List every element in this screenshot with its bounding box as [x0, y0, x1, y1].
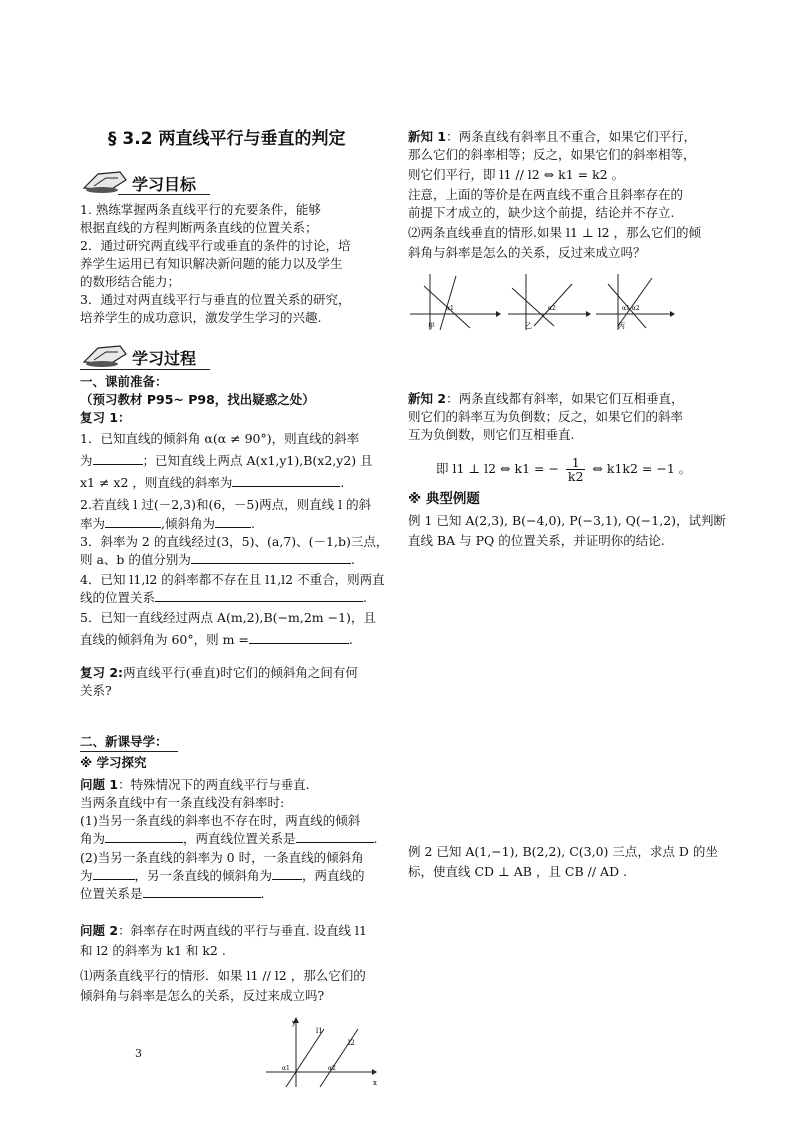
svg-text:l2: l2: [348, 1039, 355, 1047]
problem2-line: 倾斜角与斜率是怎么的关系，反过来成立吗?: [80, 988, 325, 1003]
problem1-line: 角为 ，两直线位置关系是 .: [80, 831, 378, 846]
q5-line: 直线的倾斜角为 60°，则 m = .: [80, 632, 353, 647]
q5-line: 5．已知一直线经过两点 A(m,2),B(−m,2m −1)，且: [80, 610, 376, 625]
q2-line: 率为 ,倾斜角为 .: [80, 516, 255, 531]
problem1-line: (2)当另一条直线的斜率为 0 时，一条直线的倾斜角: [80, 850, 364, 865]
q2-line: 2.若直线 l 过(－2,3)和(6，－5)两点，则直线 l 的斜: [80, 497, 372, 512]
svg-text:x: x: [373, 1079, 377, 1087]
q1-line: x1 ≠ x2 ，则直线的斜率为 .: [80, 475, 345, 490]
goal-line: 1. 熟练掌握两条直线平行的充要条件，能够: [80, 202, 321, 217]
new-knowledge-2-line: 新知 2：两条直线都有斜率，如果它们互相垂直，: [408, 391, 684, 406]
process-heading: 学习过程: [132, 349, 197, 368]
examples-title: ※ 典型例题: [408, 491, 480, 507]
goal-line: 养学生运用已有知识解决新问题的能力以及学生: [80, 256, 343, 271]
page-title: § 3.2 两直线平行与垂直的判定: [108, 129, 346, 149]
problem1-line: 为 ，另一条直线的倾斜角为 ，两直线的: [80, 868, 365, 883]
figure-yi: [508, 274, 591, 330]
q4-line: 4．已知 l1,l2 的斜率都不存在且 l1,l2 不重合，则两直: [80, 572, 385, 587]
problem2-line: 问题 2：斜率存在时两直线的平行与垂直. 设直线 l1: [80, 923, 367, 938]
goal-line: 根据直线的方程判断两条直线的位置关系；: [80, 220, 318, 235]
example1-line: 直线 BA 与 PQ 的位置关系，并证明你的结论.: [408, 533, 665, 548]
perpendicular-formula: 即 l1 ⊥ l2 ⇔ k1 = − $\frac{1}{k2}$ ⇔ k1k2 = −1 。: [436, 455, 692, 484]
svg-text:甲: 甲: [428, 322, 435, 330]
q1-line: 1．已知直线的倾斜角 α(α ≠ 90°)，则直线的斜率: [80, 431, 360, 446]
review1-label: 复习 1：: [80, 410, 131, 425]
problem1-line: 位置关系是 .: [80, 886, 265, 901]
goals-underline: [118, 194, 210, 195]
perpendicular-line: ⑵两条直线垂直的情形.如果 l1 ⊥ l2 ，那么它们的倾: [408, 225, 702, 240]
svg-text:y: y: [292, 1019, 296, 1027]
new-knowledge-2-line: 互为负倒数，则它们互相垂直.: [408, 427, 575, 442]
newlesson-title: 二、新课导学：: [80, 734, 168, 749]
q1-line: 为 ；已知直线上两点 A(x1,y1),B(x2,y2) 且: [80, 453, 373, 468]
svg-text:α2: α2: [328, 1065, 336, 1072]
goal-line: 2．通过研究两直线平行或垂直的条件的讨论，培: [80, 238, 351, 253]
example2-line: 标，使直线 CD ⊥ AB ，且 CB // AD .: [408, 864, 628, 879]
problem2-line: ⑴两条直线平行的情形．如果 l1 // l2 ，那么它们的: [80, 968, 366, 983]
q3-line: 则 a、b 的值分别为 .: [80, 552, 355, 567]
svg-text:α1: α1: [282, 1065, 290, 1072]
svg-text:α1: α1: [446, 305, 454, 312]
svg-text:α2: α2: [548, 305, 556, 312]
svg-text:l1: l1: [316, 1027, 323, 1035]
svg-text:乙: 乙: [525, 322, 532, 330]
figure-bing: [596, 274, 675, 330]
process-underline: [80, 369, 210, 370]
problem1-line: (1)当另一条直线的斜率也不存在时，两直线的倾斜: [80, 813, 361, 828]
svg-text:α1 α2: α1 α2: [622, 305, 640, 312]
perpendicular-line: 斜角与斜率是怎么的关系，反过来成立吗？: [408, 245, 646, 260]
example1-line: 例 1 已知 A(2,3), B(−4,0), P(−3,1), Q(−1,2)，试判断: [408, 513, 727, 528]
example2-line: 例 2 已知 A(1,−1), B(2,2), C(3,0) 三点，求点 D 的坐: [408, 844, 718, 859]
explore-title: ※ 学习探究: [80, 755, 147, 770]
problem1-line: 问题 1：特殊情况下的两直线平行与垂直.: [80, 777, 310, 792]
svg-text:丙: 丙: [618, 322, 625, 330]
note-line: 注意，上面的等价是在两直线不重合且斜率存在的: [408, 187, 684, 202]
new-knowledge-1-line: 则它们平行，即 l1 // l2 ⇔ k1 = k2 。: [408, 167, 625, 182]
goal-line: 的数形结合能力；: [80, 274, 181, 289]
problem2-line: 和 l2 的斜率为 k1 和 k2 .: [80, 943, 226, 958]
goals-heading: 学习目标: [132, 175, 197, 194]
review2-line: 复习 2:两直线平行(垂直)时它们的倾斜角之间有何: [80, 665, 358, 680]
new-knowledge-2-line: 则它们的斜率互为负倒数；反之，如果它们的斜率: [408, 409, 684, 424]
perpendicular-figures: [408, 270, 688, 334]
prep-note: （预习教材 P95~ P98，找出疑惑之处）: [80, 392, 315, 407]
q4-line: 线的位置关系 .: [80, 590, 367, 605]
problem1-line: 当两条直线中有一条直线没有斜率时:: [80, 795, 285, 810]
goal-line: 3．通过对两直线平行与垂直的位置关系的研究，: [80, 292, 351, 307]
newlesson-underline: [80, 751, 178, 752]
new-knowledge-1-line: 新知 1：两条直线有斜率且不重合，如果它们平行，: [408, 129, 697, 144]
note-line: 前提下才成立的，缺少这个前提，结论并不存立.: [408, 205, 675, 220]
q3-line: 3．斜率为 2 的直线经过(3，5)、(a,7)、(－1,b)三点，: [80, 534, 389, 549]
page-number: 3: [135, 1047, 142, 1060]
review2-line: 关系?: [80, 683, 112, 698]
goal-line: 培养学生的成功意识，激发学生学习的兴趣.: [80, 310, 322, 325]
figure-jia: [410, 274, 501, 330]
prep-title: 一、课前准备：: [80, 374, 168, 389]
parallel-lines-figure: [258, 1015, 378, 1093]
new-knowledge-1-line: 那么它们的斜率相等；反之，如果它们的斜率相等，: [408, 147, 696, 162]
